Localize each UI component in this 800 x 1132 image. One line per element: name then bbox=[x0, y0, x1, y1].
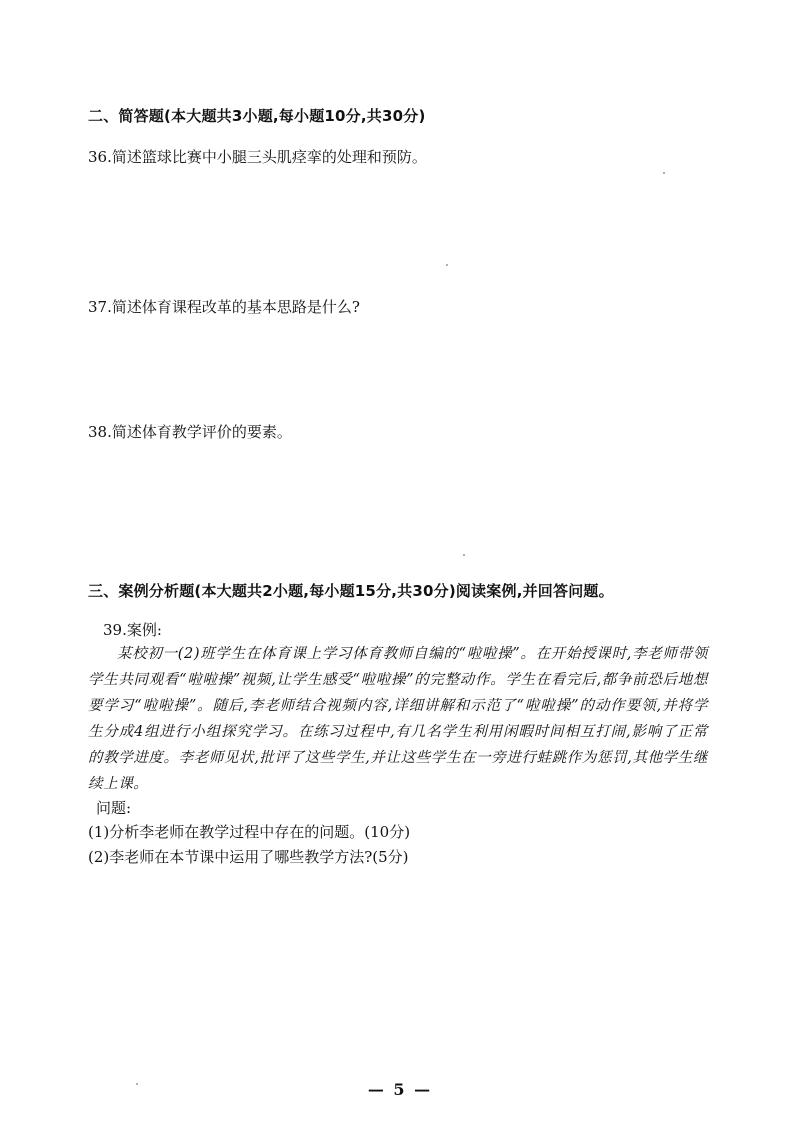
sub-question-1: (1)分析李老师在教学过程中存在的问题。(10分) bbox=[88, 823, 411, 841]
question-36: 36.简述篮球比赛中小腿三头肌痉挛的处理和预防。 bbox=[88, 148, 427, 166]
scan-speck bbox=[136, 1083, 138, 1085]
case-label: 39.案例: bbox=[103, 621, 162, 639]
page-number: — 5 — bbox=[367, 1080, 433, 1099]
question-37: 37.简述体育课程改革的基本思路是什么? bbox=[88, 298, 360, 316]
section-2-heading: 二、简答题(本大题共3小题,每小题10分,共30分) bbox=[88, 107, 426, 125]
case-paragraph: 某校初一(2)班学生在体育课上学习体育教师自编的“啦啦操”。在开始授课时,李老师带领学生共同观看“啦啦操”视频,让学生感受“啦啦操”的完整动作。学生在看完后,都争前恐后地想要学习“啦啦操”。随后,李老师结合视频内容,详细讲解和示范了“啦啦操”的动作要领,并将学生分成4组进行小组探究学习。在练习过程中,有几名学生利用闲暇时间相互打闹,影响了正常的教学进度。李老师见状,批评了这些学生,并让这些学生在一旁进行蛙跳作为惩罚,其他学生继续上课。 bbox=[88, 646, 708, 792]
scan-speck bbox=[446, 264, 448, 266]
scan-speck bbox=[663, 172, 665, 174]
question-38: 38.简述体育教学评价的要素。 bbox=[88, 423, 292, 441]
questions-label: 问题: bbox=[96, 799, 132, 817]
case-text bbox=[88, 641, 708, 797]
scan-speck bbox=[463, 554, 465, 556]
section-3-heading: 三、案例分析题(本大题共2小题,每小题15分,共30分)阅读案例,并回答问题。 bbox=[88, 582, 614, 600]
sub-question-2: (2)李老师在本节课中运用了哪些教学方法?(5分) bbox=[88, 848, 409, 866]
